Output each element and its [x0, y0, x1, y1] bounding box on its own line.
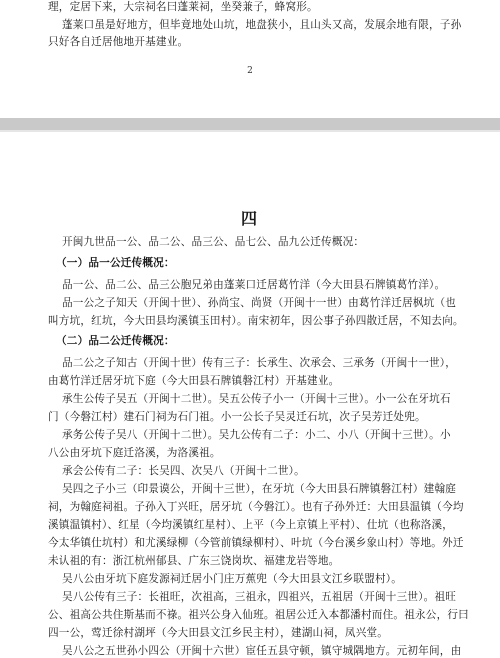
text-line: 门（今磐江村）建石门祠为石门祖。小一公长子吴灵迁石坑，次子吴芳迁处兜。: [48, 411, 426, 423]
text-line: 吴八公之五世孙小四公（开闽十六世）宦任五县守顿，镇守城隅地方。元初年间，由: [62, 645, 462, 657]
text-line: 未认祖的有：浙江杭州郁县、广东三饶岗坎、福建龙岩等地。: [48, 555, 340, 567]
text-line: 理，定居下来，大宗祠名曰蓬莱祠，坐癸兼子，蜂窝形。: [48, 1, 318, 13]
text-line: 八公由牙坑下庭迁洛溪，为洛溪祖。: [48, 447, 221, 459]
page-number: 2: [247, 66, 253, 76]
section-heading: （二）品二公迁传概况：: [56, 335, 175, 347]
text-line: 承会公传有二子：长吴四、次吴八（开闽十二世）。: [62, 465, 305, 477]
text-line: 叫方坑，红坑，今大田县均溪镇玉田村）。南宋初年，因公事子孙四散迁居，不知去向。: [48, 315, 464, 327]
text-line: 由葛竹洋迁居牙坑下庭（今大田县石牌镇磐江村）开基建业。: [48, 375, 340, 387]
text-line: 承生公传子吴五（开闽十二世）。吴五公传子小一（开闽十三世）。小一公在牙坑石: [62, 393, 451, 405]
text-line: 品一公之子知天（开闽十世）、孙尚宝、尚贤（开闽十一世）由葛竹洋迁居枫坑（也: [62, 297, 457, 309]
page-divider: [0, 118, 500, 130]
text-line: 今太华镇仕坑村）和尤溪绿柳（今管前镇绿柳村）、叶坑（今台溪乡象山村）等地。外迁: [48, 537, 464, 549]
text-line: 吴八公由牙坑下庭发源祠迁居小门庄万蕉兜（今大田县文江乡联盟村）。: [62, 573, 403, 585]
text-line: 吴八公传有三子：长祖旺，次祖高，三祖永，四祖兴，五祖居（开闽十三世）。祖旺: [62, 591, 457, 603]
text-line: 承务公传子吴八（开闽十二世）。吴九公传有二子：小二、小八（开闽十三世）。小: [62, 429, 451, 441]
chapter-title: 四: [240, 209, 259, 228]
text-line: 品一公、品二公、品三公胞兄弟由蓬莱口迁居葛竹洋（今大田县石牌镇葛竹洋）。: [62, 279, 446, 291]
text-line: 蓬莱口虽是好地方，但毕竟地处山坑，地盘狭小，且山头又高，发展余地有限，子孙: [62, 19, 462, 31]
text-line: 品二公之子知古（开闽十世）传有三子：长承生、次承会、三承务（开闽十一世），: [62, 357, 457, 369]
top-page: [0, 0, 500, 118]
text-line: 溪镇温镇村）、红星（今均溪镇红星村）、上平（今上京镇上平村）、仕坑（也称洛溪，: [48, 519, 454, 531]
text-line: 公、祖高公共住斯基而不祿。祖兴公身入仙班。祖居公迁入本都潘村而住。祖永公，行曰: [48, 609, 469, 621]
text-line: 四一公，莺迁徐村湖坪（今大田县文江乡民主村），建湖山祠，凤兴堂。: [48, 627, 389, 639]
main-page: [0, 132, 500, 657]
intro-line: 开闽九世品一公、品二公、品三公、品七公、品九公迁传概况：: [62, 236, 365, 248]
text-line: 祠，为翰庭祠祖。子孙入丁兴旺，居牙坑（今磐江）。也有子孙外迁：大田县温镇（今均: [48, 501, 464, 513]
section-heading: （一）品一公迁传概况：: [56, 257, 175, 269]
text-line: 只好各自迁居他地开基建业。: [48, 36, 189, 48]
text-line: 吴四之子小三（印景谟公，开闽十三世），在牙坑（今大田县石牌镇磐江村）建翰庭: [62, 483, 457, 495]
